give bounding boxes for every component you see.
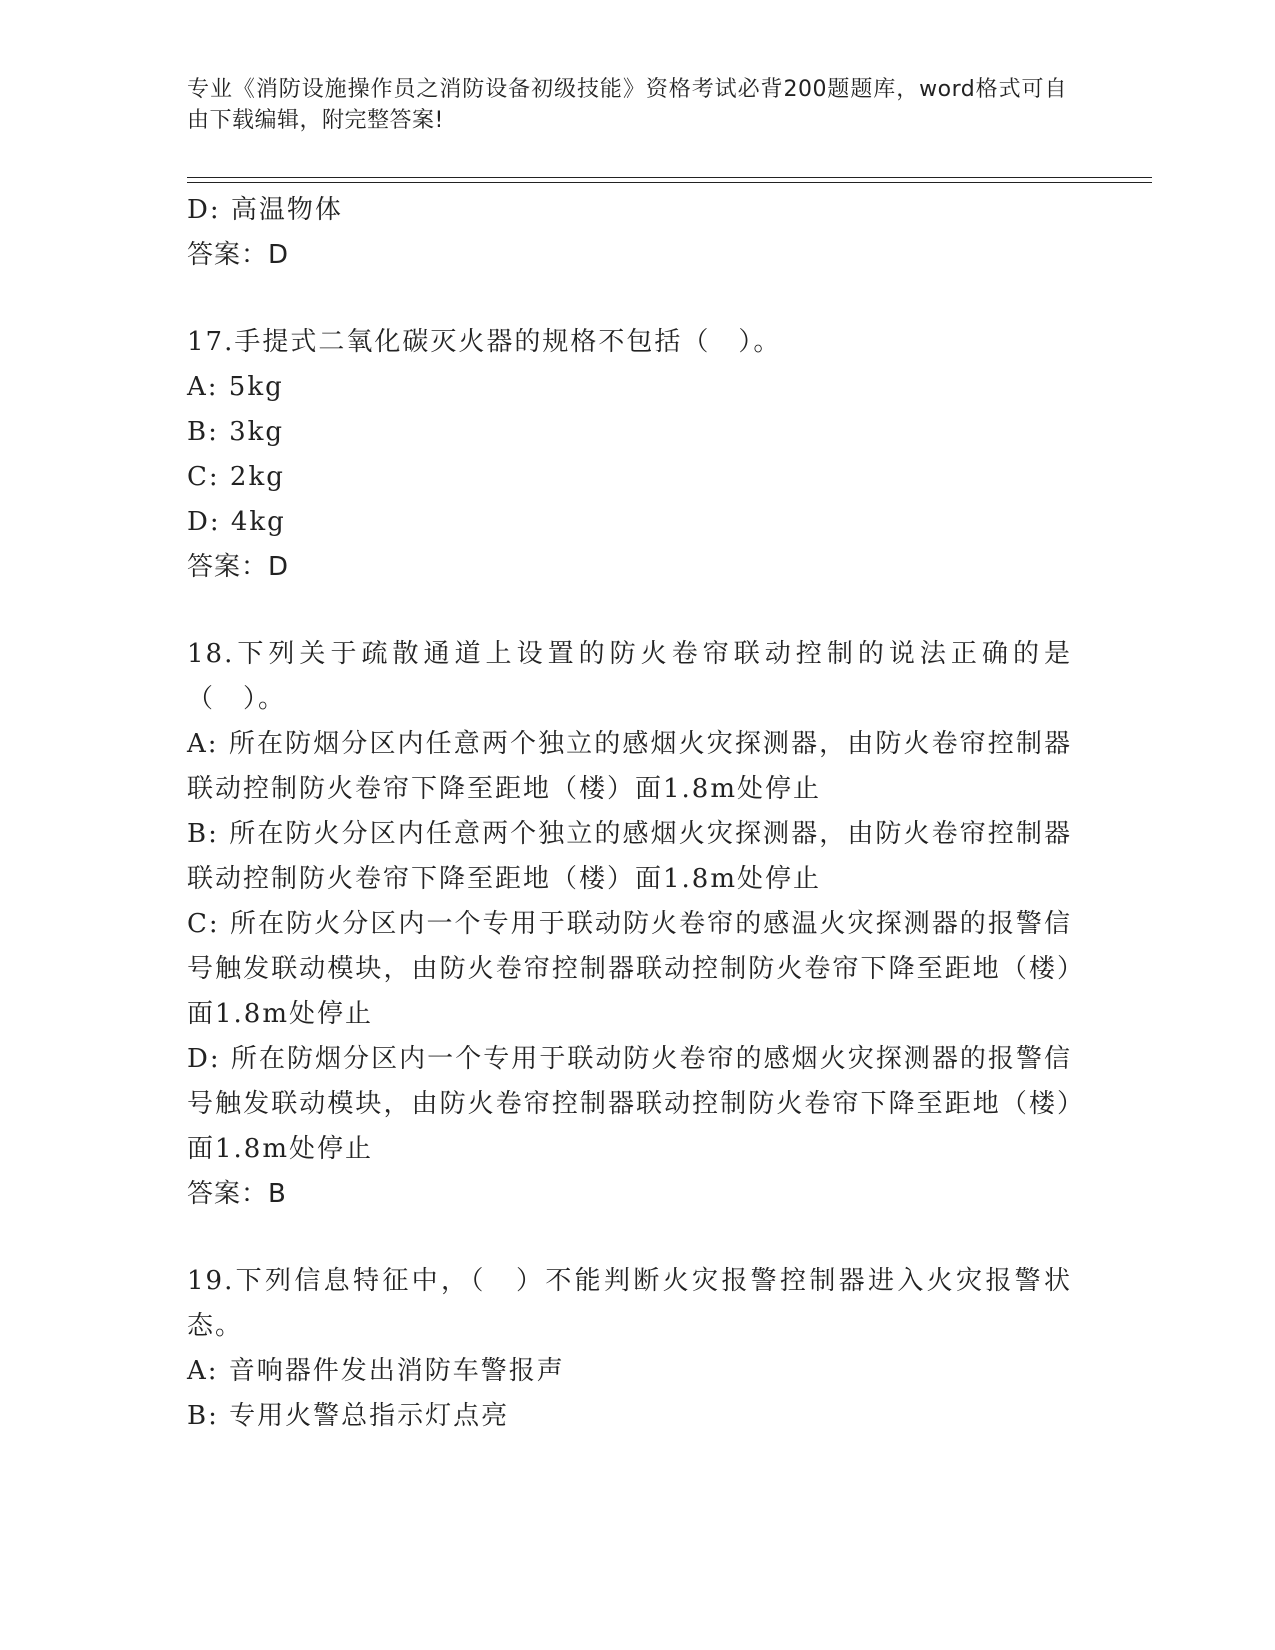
q18-question: 18.下列关于疏散通道上设置的防火卷帘联动控制的说法正确的是（ ）。 [187,639,1072,714]
q17-option-d: D: 4kg [187,507,286,537]
q17-answer: 答案：D [187,552,290,582]
q18-option-a: A: 所在防烟分区内任意两个独立的感烟火灾探测器，由防火卷帘控制器联动控制防火卷帘下降至距地（楼）面1.8m处停止 [187,729,1072,804]
q17-option-b: B: 3kg [187,417,285,447]
q19-option-b: B: 专用火警总指示灯点亮 [187,1401,510,1431]
q17-option-c: C: 2kg [187,462,285,492]
spacer [187,590,1072,632]
q18-option-c: C: 所在防火分区内一个专用于联动防火卷帘的感温火灾探测器的报警信号触发联动模块，由防火卷帘控制器联动控制防火卷帘下降至距地（楼）面1.8m处停止 [187,909,1072,1029]
question-content [187,188,1072,1439]
q17-option-a: A: 5kg [187,372,284,402]
q17-question: 17.手提式二氧化碳灭火器的规格不包括（ ）。 [187,327,782,357]
q18-option-b: B: 所在防火分区内任意两个独立的感烟火灾探测器，由防火卷帘控制器联动控制防火卷帘下降至距地（楼）面1.8m处停止 [187,819,1072,894]
spacer [187,278,1072,320]
q19-option-a: A: 音响器件发出消防车警报声 [187,1356,565,1386]
header-rule-top [187,177,1152,178]
page-header: 专业《消防设施操作员之消防设备初级技能》资格考试必背200题题库，word格式可自由下载编辑，附完整答案! [187,77,1067,133]
q19-question: 19.下列信息特征中，（ ）不能判断火灾报警控制器进入火灾报警状态。 [187,1266,1072,1341]
q18-option-d: D: 所在防烟分区内一个专用于联动防火卷帘的感烟火灾探测器的报警信号触发联动模块，由防火卷帘控制器联动控制防火卷帘下降至距地（楼）面1.8m处停止 [187,1044,1072,1164]
q16-option-d: D: 高温物体 [187,195,343,225]
q18-answer: 答案：B [187,1179,287,1209]
q16-answer: 答案：D [187,240,290,270]
header-rule-bottom [187,182,1152,183]
spacer [187,1217,1072,1259]
